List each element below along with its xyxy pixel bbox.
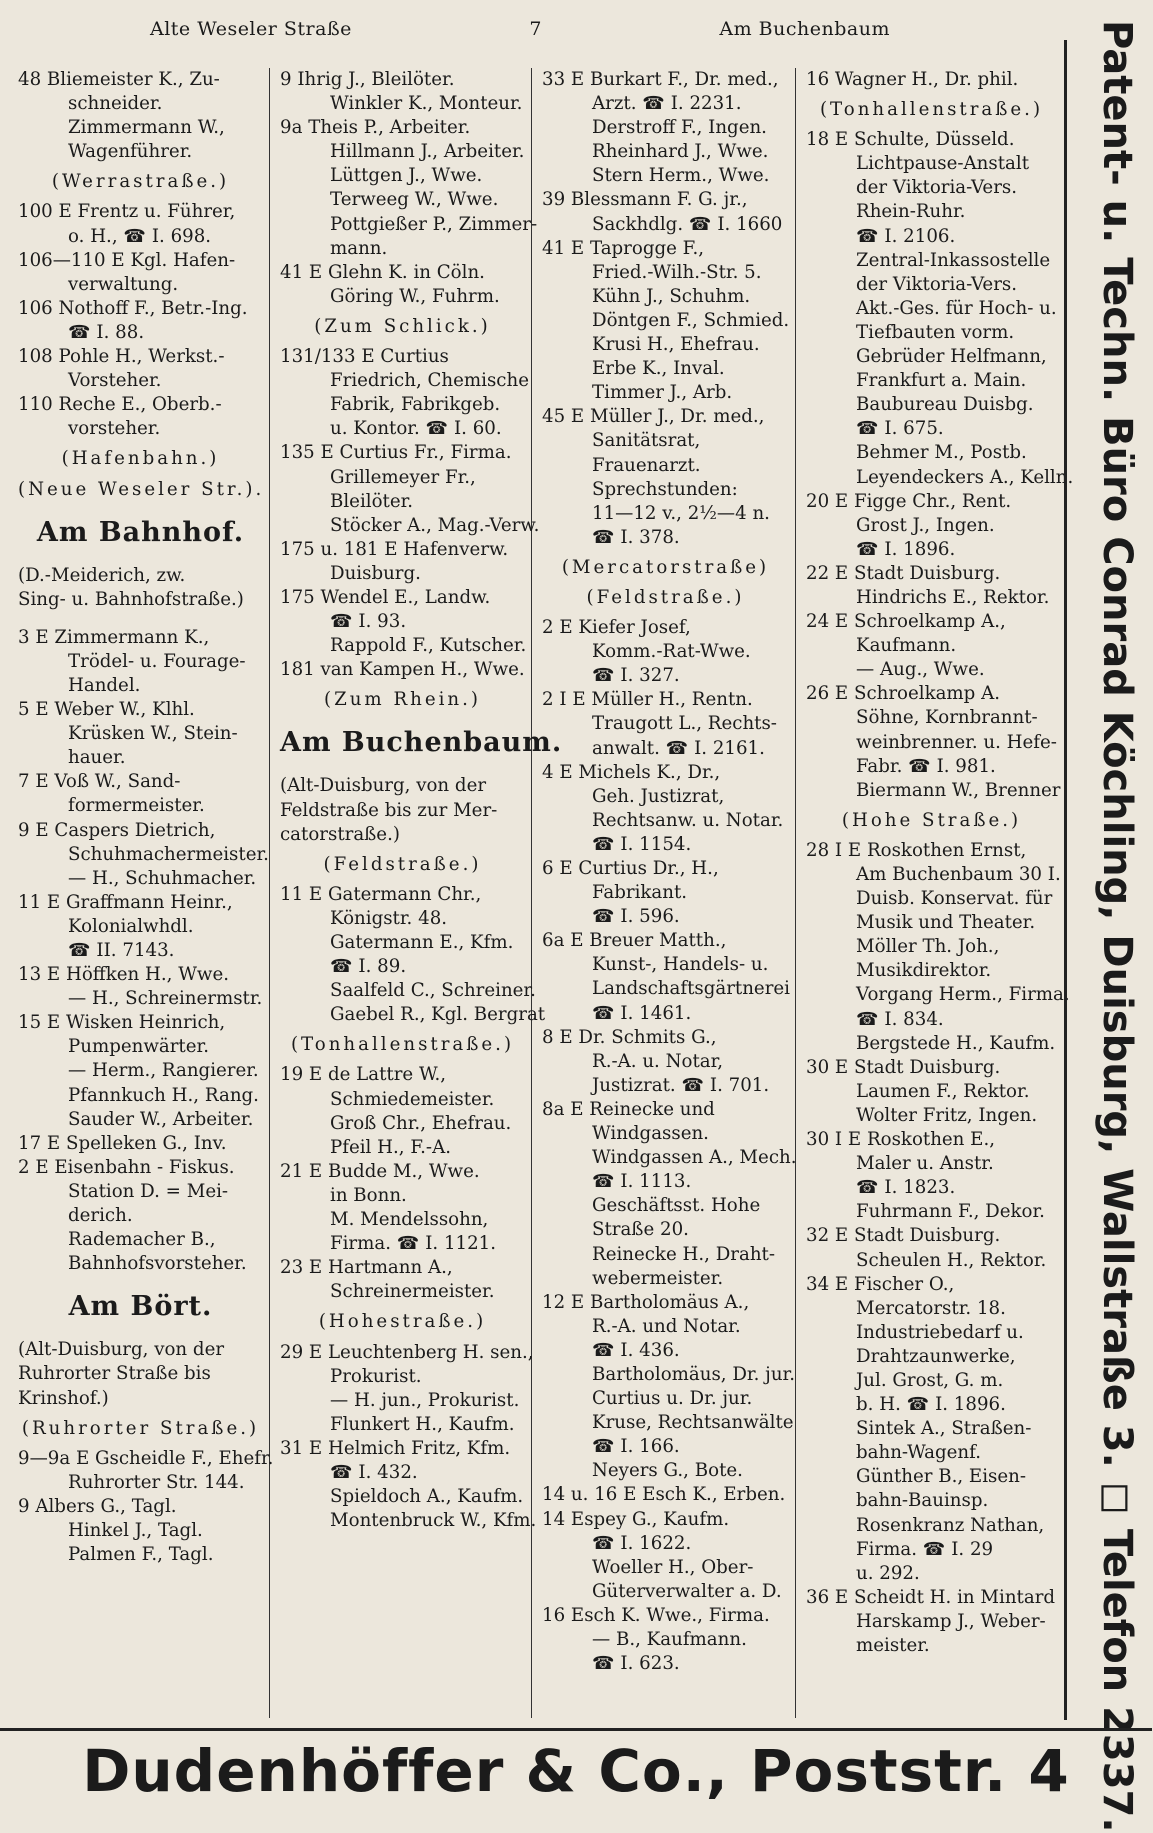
sidebar-ad-text: Patent- u. Techn. Büro Conrad Köchling, Duisburg, Wallstraße 3. ◻ Telefon 2337. <box>1094 20 1140 1833</box>
directory-line: Terweeg W., Wwe. <box>330 189 499 211</box>
directory-line: 11 E Gatermann Chr., <box>280 883 482 905</box>
directory-line: bahn-Bauinsp. <box>856 1490 989 1512</box>
directory-line: 22 E Stadt Duisburg. <box>806 562 1001 584</box>
directory-line: 6a E Breuer Matth., <box>542 930 727 952</box>
directory-line: Traugott L., Rechts- <box>592 713 777 735</box>
directory-line: Bahnhofsvorsteher. <box>68 1253 247 1275</box>
cross-street-label: (Hohe Straße.) <box>841 809 1022 831</box>
directory-line: hauer. <box>68 747 126 769</box>
directory-line: 108 Pohle H., Werkst.- <box>18 346 225 368</box>
directory-line: Rhein-Ruhr. <box>856 201 966 223</box>
directory-line: Prokurist. <box>330 1365 422 1387</box>
directory-line: Möller Th. Joh., <box>856 936 1000 958</box>
directory-line: Maler u. Anstr. <box>856 1153 994 1175</box>
directory-line: Windgassen. <box>592 1123 709 1145</box>
footer-advertisement: Dudenhöffer & Co., Poststr. 4 <box>0 1728 1152 1819</box>
directory-line: Komm.-Rat-Wwe. <box>592 641 751 663</box>
directory-line: 18 E Schulte, Düsseld. <box>806 129 1015 151</box>
cross-street-label: (Hohestraße.) <box>318 1311 487 1333</box>
directory-line: Rappold F., Kutscher. <box>330 635 527 657</box>
directory-line: Pumpenwärter. <box>68 1036 209 1058</box>
directory-line: ☎ I. 89. <box>330 956 407 978</box>
directory-line: Hinkel J., Tagl. <box>68 1519 203 1541</box>
directory-line: Kühn J., Schuhm. <box>592 285 751 307</box>
directory-line: mann. <box>330 237 388 259</box>
directory-line: o. H., ☎ I. 698. <box>68 225 212 247</box>
directory-line: Günther B., Eisen- <box>856 1466 1026 1488</box>
directory-line: Schmiedemeister. <box>330 1088 495 1110</box>
directory-line: 23 E Hartmann A., <box>280 1257 453 1279</box>
directory-line: Winkler K., Monteur. <box>330 93 523 115</box>
directory-line: 8a E Reinecke und <box>542 1098 715 1120</box>
directory-line: Fabrikant. <box>592 882 688 904</box>
directory-line: 9—9a E Gscheidle F., Ehefr. <box>18 1447 274 1469</box>
page-number: 7 <box>529 18 542 40</box>
directory-line: ☎ I. 1461. <box>592 1002 692 1024</box>
directory-line: 135 E Curtius Fr., Firma. <box>280 442 512 464</box>
directory-line: Sintek A., Straßen- <box>856 1418 1032 1440</box>
directory-line: 41 E Glehn K. in Cöln. <box>280 261 485 283</box>
directory-line: (D.-Meiderich, zw. <box>18 564 186 586</box>
directory-line: 181 van Kampen H., Wwe. <box>280 659 525 681</box>
directory-line: (Alt-Duisburg, von der <box>18 1339 225 1361</box>
directory-line: Kruse, Rechtsanwälte <box>592 1412 794 1434</box>
directory-line: 106—110 E Kgl. Hafen- <box>18 249 236 271</box>
directory-line: Ruhrorter Str. 144. <box>68 1471 245 1493</box>
directory-line: Curtius u. Dr. jur. <box>592 1388 753 1410</box>
directory-line: Vorgang Herm., Firma. <box>856 984 1070 1006</box>
cross-street-label: (Werrastraße.) <box>51 171 230 193</box>
directory-line: 21 E Budde M., Wwe. <box>280 1160 480 1182</box>
directory-line: Döntgen F., Schmied. <box>592 309 790 331</box>
directory-line: Grillemeyer Fr., <box>330 466 476 488</box>
directory-line: Stöcker A., Mag.-Verw. <box>330 514 540 536</box>
directory-line: 2 E Eisenbahn - Fiskus. <box>18 1156 235 1178</box>
directory-line: 2 I E Müller H., Rentn. <box>542 689 753 711</box>
directory-line: weinbrenner. u. Hefe- <box>856 731 1057 753</box>
directory-line: Wagenführer. <box>68 141 193 163</box>
directory-line: Pottgießer P., Zimmer- <box>330 213 538 235</box>
directory-line: Bergstede H., Kaufm. <box>856 1032 1056 1054</box>
directory-line: ☎ I. 88. <box>68 321 145 343</box>
directory-line: 31 E Helmich Fritz, Kfm. <box>280 1437 511 1459</box>
directory-line: derich. <box>68 1205 133 1227</box>
directory-line: Rademacher B., <box>68 1229 216 1251</box>
header-left: Alte Weseler Straße <box>150 18 352 40</box>
directory-line: 41 E Taprogge F., <box>542 237 705 259</box>
directory-line: 14 Espey G., Kaufm. <box>542 1508 730 1530</box>
directory-line: R.-A. u. Notar, <box>592 1050 724 1072</box>
header-right: Am Buchenbaum <box>719 18 890 40</box>
running-header <box>150 18 890 40</box>
cross-street-label: (Hafenbahn.) <box>61 448 220 470</box>
cross-street-label: (Ruhrorter Straße.) <box>21 1417 260 1439</box>
directory-line: 12 E Bartholomäus A., <box>542 1291 750 1313</box>
directory-line: Behmer M., Postb. <box>856 442 1027 464</box>
directory-line: ☎ I. 2106. <box>856 225 956 247</box>
directory-line: Rheinhard J., Wwe. <box>592 141 769 163</box>
street-heading: Am Bört. <box>68 1291 213 1323</box>
directory-line: Lichtpause-Anstalt <box>856 153 1030 175</box>
cross-street-label: (Mercatorstraße) <box>561 556 770 578</box>
directory-line: Mercatorstr. 18. <box>856 1297 1006 1319</box>
directory-line: 9 Ihrig J., Bleilöter. <box>280 69 455 90</box>
directory-line: Justizrat. ☎ I. 701. <box>592 1074 770 1096</box>
directory-line: Derstroff F., Ingen. <box>592 117 767 139</box>
directory-line: Fuhrmann F., Dekor. <box>856 1201 1045 1223</box>
directory-line: 11 E Graffmann Heinr., <box>18 891 233 913</box>
directory-line: Krüsken W., Stein- <box>68 723 238 745</box>
directory-line: der Viktoria-Vers. <box>856 273 1018 295</box>
directory-line: Windgassen A., Mech. <box>592 1147 797 1169</box>
cross-street-label: (Tonhallenstraße.) <box>819 99 1044 121</box>
directory-line: Firma. ☎ I. 29 <box>856 1538 994 1560</box>
directory-line: 9 Albers G., Tagl. <box>18 1495 177 1517</box>
directory-line: ☎ I. 834. <box>856 1008 944 1030</box>
directory-line: Harskamp J., Weber- <box>856 1610 1046 1632</box>
directory-line: ☎ I. 1622. <box>592 1532 692 1554</box>
column-4 <box>796 68 1074 1718</box>
directory-line: Biermann W., Brenner <box>856 779 1061 801</box>
directory-line: Neyers G., Bote. <box>592 1460 743 1482</box>
directory-line: Schreinermeister. <box>330 1281 495 1303</box>
directory-line: ☎ I. 93. <box>330 611 407 633</box>
directory-line: 131/133 E Curtius <box>280 346 449 368</box>
directory-line: Duisb. Konservat. für <box>856 888 1053 910</box>
directory-line: 4 E Michels K., Dr., <box>542 761 721 783</box>
directory-line: ☎ I. 1823. <box>856 1177 956 1199</box>
directory-line: b. H. ☎ I. 1896. <box>856 1394 1006 1416</box>
directory-line: Feldstraße bis zur Mer- <box>280 799 498 821</box>
directory-line: Rechtsanw. u. Notar. <box>592 809 784 831</box>
directory-line: 2 E Kiefer Josef, <box>542 617 691 639</box>
directory-line: Baubureau Duisbg. <box>856 394 1034 416</box>
directory-line: 8 E Dr. Schmits G., <box>542 1026 717 1048</box>
directory-line: anwalt. ☎ I. 2161. <box>592 737 765 759</box>
directory-line: Ruhrorter Straße bis <box>18 1363 211 1385</box>
directory-line: verwaltung. <box>68 273 179 295</box>
directory-line: 16 Wagner H., Dr. phil. <box>806 69 1019 90</box>
directory-line: 36 E Scheidt H. in Mintard <box>806 1586 1056 1608</box>
directory-line: Handel. <box>68 674 141 696</box>
directory-line: 106 Nothoff F., Betr.-Ing. <box>18 297 248 319</box>
directory-line: formermeister. <box>68 795 205 817</box>
directory-line: Sanitätsrat, <box>592 430 701 452</box>
directory-line: Duisburg. <box>330 562 421 584</box>
directory-line: Hillmann J., Arbeiter. <box>330 141 525 163</box>
directory-line: 6 E Curtius Dr., H., <box>542 858 719 879</box>
directory-line: ☎ I. 327. <box>592 665 680 687</box>
directory-line: Frauenarzt. <box>592 454 701 476</box>
directory-line: Krusi H., Ehefrau. <box>592 334 760 356</box>
directory-line: meister. <box>856 1635 930 1656</box>
directory-line: Bartholomäus, Dr. jur. <box>592 1363 796 1385</box>
directory-line: 30 I E Roskothen E., <box>806 1129 996 1151</box>
cross-street-label: (Neue Weseler Str.). <box>18 478 265 500</box>
directory-line: Drahtzaunwerke, <box>856 1345 1016 1367</box>
directory-line: Industriebedarf u. <box>856 1321 1024 1343</box>
directory-line: 9a Theis P., Arbeiter. <box>280 117 471 139</box>
directory-line: ☎ I. 1154. <box>592 833 692 855</box>
directory-line: M. Mendelssohn, <box>330 1209 489 1231</box>
cross-street-label: (Zum Schlick.) <box>314 315 491 337</box>
directory-line: Geschäftsst. Hohe <box>592 1195 761 1217</box>
directory-line: Grost J., Ingen. <box>856 514 995 536</box>
directory-line: 15 E Wisken Heinrich, <box>18 1012 226 1034</box>
directory-line: Am Buchenbaum 30 I. <box>856 864 1061 885</box>
directory-line: Woeller H., Ober- <box>592 1556 754 1578</box>
directory-line: 175 u. 181 E Hafenverw. <box>280 538 509 560</box>
directory-line: 13 E Höffken H., Wwe. <box>18 964 230 986</box>
directory-line: ☎ I. 436. <box>592 1339 680 1361</box>
sidebar-advertisement <box>1064 20 1153 1833</box>
directory-line: Palmen F., Tagl. <box>68 1544 214 1566</box>
directory-line: Fabrik, Fabrikgeb. <box>330 394 501 416</box>
directory-line: Güterverwalter a. D. <box>592 1580 782 1602</box>
directory-line: — Aug., Wwe. <box>856 659 985 681</box>
directory-line: ☎ I. 675. <box>856 418 944 440</box>
directory-line: Gaebel R., Kgl. Bergrat <box>330 1004 546 1026</box>
directory-line: Bleilöter. <box>330 490 414 512</box>
directory-line: ☎ I. 623. <box>592 1653 680 1675</box>
column-3 <box>532 68 796 1718</box>
directory-line: Krinshof.) <box>18 1387 109 1409</box>
directory-line: — B., Kaufmann. <box>592 1629 747 1650</box>
directory-line: Wolter Fritz, Ingen. <box>856 1104 1038 1126</box>
directory-line: Kunst-, Handels- u. <box>592 954 769 976</box>
directory-line: Montenbruck W., Kfm. <box>330 1510 537 1532</box>
directory-line: webermeister. <box>592 1267 724 1289</box>
directory-line: — H. jun., Prokurist. <box>330 1389 520 1411</box>
directory-line <box>18 612 263 626</box>
column-1 <box>8 68 274 1718</box>
directory-line: ☎ I. 1113. <box>592 1171 692 1193</box>
directory-line: 17 E Spelleken G., Inv. <box>18 1132 227 1154</box>
directory-line: Frankfurt a. Main. <box>856 370 1027 392</box>
directory-line: Königstr. 48. <box>330 907 448 929</box>
column-2 <box>270 68 563 1718</box>
directory-line: Akt.-Ges. für Hoch- u. <box>856 297 1057 319</box>
directory-line: 110 Reche E., Oberb.- <box>18 394 222 416</box>
directory-line: ☎ I. 596. <box>592 906 680 928</box>
directory-line: Trödel- u. Fourage- <box>68 650 246 672</box>
directory-line: Reinecke H., Draht- <box>592 1243 775 1265</box>
directory-line: Fabr. ☎ I. 981. <box>856 755 996 777</box>
directory-line: Sackhdlg. ☎ I. 1660 <box>592 213 783 235</box>
directory-line: catorstraße.) <box>280 823 400 845</box>
directory-line: Sauder W., Arbeiter. <box>68 1108 254 1130</box>
directory-line: ☎ II. 7143. <box>68 940 175 961</box>
directory-line: Zentral-Inkassostelle <box>856 249 1051 271</box>
directory-line: bahn-Wagenf. <box>856 1442 982 1464</box>
directory-line: Musik und Theater. <box>856 912 1036 934</box>
directory-line: Laumen F., Rektor. <box>856 1080 1030 1102</box>
directory-columns <box>8 68 1074 1718</box>
directory-line: R.-A. und Notar. <box>592 1315 741 1337</box>
directory-line: Timmer J., Arb. <box>592 382 733 404</box>
directory-line: Scheulen H., Rektor. <box>856 1249 1047 1271</box>
directory-line: Pfannkuch H., Rang. <box>68 1084 259 1106</box>
directory-line: Groß Chr., Ehefrau. <box>330 1112 512 1134</box>
cross-street-label: (Feldstraße.) <box>323 853 482 875</box>
directory-line: Saalfeld C., Schreiner. <box>330 980 536 1002</box>
directory-line: Kolonialwhdl. <box>68 915 194 937</box>
directory-line: 24 E Schroelkamp A., <box>806 611 1006 633</box>
directory-line: 16 Esch K. Wwe., Firma. <box>542 1604 770 1626</box>
directory-line: u. Kontor. ☎ I. 60. <box>330 418 502 440</box>
directory-line: 30 E Stadt Duisburg. <box>806 1056 1001 1078</box>
directory-line: Lüttgen J., Wwe. <box>330 165 483 187</box>
directory-line: Stern Herm., Wwe. <box>592 165 770 187</box>
directory-line: Vorsteher. <box>68 370 162 392</box>
directory-line: 48 Bliemeister K., Zu- <box>18 69 220 90</box>
directory-line: — H., Schuhmacher. <box>68 867 257 889</box>
directory-line: ☎ I. 378. <box>592 526 680 548</box>
directory-line: Spieldoch A., Kaufm. <box>330 1486 524 1508</box>
directory-line: u. 292. <box>856 1562 920 1584</box>
directory-line: Schuhmachermeister. <box>68 843 269 865</box>
directory-line: 28 I E Roskothen Ernst, <box>806 839 1027 861</box>
directory-line: 175 Wendel E., Landw. <box>280 586 491 608</box>
directory-line: Friedrich, Chemische <box>330 370 529 392</box>
directory-line: Leyendeckers A., Kelln. <box>856 466 1074 488</box>
directory-line: Straße 20. <box>592 1219 689 1241</box>
directory-line: Sing- u. Bahnhofstraße.) <box>18 588 244 610</box>
directory-line: Gatermann E., Kfm. <box>330 932 514 953</box>
directory-line: Flunkert H., Kaufm. <box>330 1413 515 1435</box>
directory-line: Musikdirektor. <box>856 960 992 982</box>
directory-line: Hindrichs E., Rektor. <box>856 586 1050 608</box>
directory-line: Jul. Grost, G. m. <box>856 1369 1004 1391</box>
directory-line: Sprechstunden: <box>592 478 738 500</box>
directory-line: in Bonn. <box>330 1184 407 1206</box>
directory-line: 19 E de Lattre W., <box>280 1064 447 1086</box>
directory-line: 29 E Leuchtenberg H. sen., <box>280 1341 534 1363</box>
directory-line: Gebrüder Helfmann, <box>856 346 1047 368</box>
directory-line: 26 E Schroelkamp A. <box>806 683 1001 705</box>
directory-line: Station D. = Mei- <box>68 1180 229 1202</box>
street-heading: Am Buchenbaum. <box>280 727 563 759</box>
directory-line: Rosenkranz Nathan, <box>856 1514 1045 1536</box>
directory-line: Kaufmann. <box>856 635 957 657</box>
directory-line: Fried.-Wilh.-Str. 5. <box>592 261 762 283</box>
directory-line: 20 E Figge Chr., Rent. <box>806 490 1012 512</box>
directory-line: vorsteher. <box>68 418 161 440</box>
cross-street-label: (Feldstraße.) <box>586 586 745 608</box>
directory-line: ☎ I. 432. <box>330 1461 418 1483</box>
directory-line: 3 E Zimmermann K., <box>18 626 210 648</box>
directory-line: — H., Schreinermstr. <box>68 988 263 1010</box>
directory-line: Geh. Justizrat, <box>592 785 725 807</box>
directory-line: Söhne, Kornbrannt- <box>856 707 1038 729</box>
directory-line: 33 E Burkart F., Dr. med., <box>542 69 779 90</box>
directory-line: 7 E Voß W., Sand- <box>18 771 181 793</box>
directory-line: Firma. ☎ I. 1121. <box>330 1233 497 1255</box>
street-heading: Am Bahnhof. <box>36 516 245 548</box>
directory-line: Landschaftsgärtnerei <box>592 978 790 1000</box>
directory-line: 34 E Fischer O., <box>806 1273 955 1295</box>
directory-line: ☎ I. 166. <box>592 1436 680 1458</box>
directory-line: Pfeil H., F.-A. <box>330 1136 451 1158</box>
directory-line: 32 E Stadt Duisburg. <box>806 1225 1001 1247</box>
directory-line: schneider. <box>68 93 163 115</box>
directory-line: 5 E Weber W., Klhl. <box>18 699 195 721</box>
directory-line: 11—12 v., 2½—4 n. <box>592 502 770 524</box>
directory-line: 14 u. 16 E Esch K., Erben. <box>542 1484 786 1506</box>
directory-line: 9 E Caspers Dietrich, <box>18 819 216 841</box>
directory-line: 45 E Müller J., Dr. med., <box>542 406 765 428</box>
directory-line: der Viktoria-Vers. <box>856 177 1018 199</box>
cross-street-label: (Tonhallenstraße.) <box>290 1034 515 1056</box>
directory-line: ☎ I. 1896. <box>856 538 956 560</box>
directory-line: Erbe K., Inval. <box>592 358 725 380</box>
directory-line: 100 E Frentz u. Führer, <box>18 201 236 223</box>
directory-line: Zimmermann W., <box>68 117 225 139</box>
cross-street-label: (Zum Rhein.) <box>323 689 482 711</box>
directory-line: Arzt. ☎ I. 2231. <box>592 93 742 115</box>
directory-line: Tiefbauten vorm. <box>856 321 1015 343</box>
directory-line: 39 Blessmann F. G. jr., <box>542 189 748 211</box>
directory-line: — Herm., Rangierer. <box>68 1060 259 1082</box>
directory-line: (Alt-Duisburg, von der <box>280 775 487 797</box>
directory-line: Göring W., Fuhrm. <box>330 285 500 307</box>
